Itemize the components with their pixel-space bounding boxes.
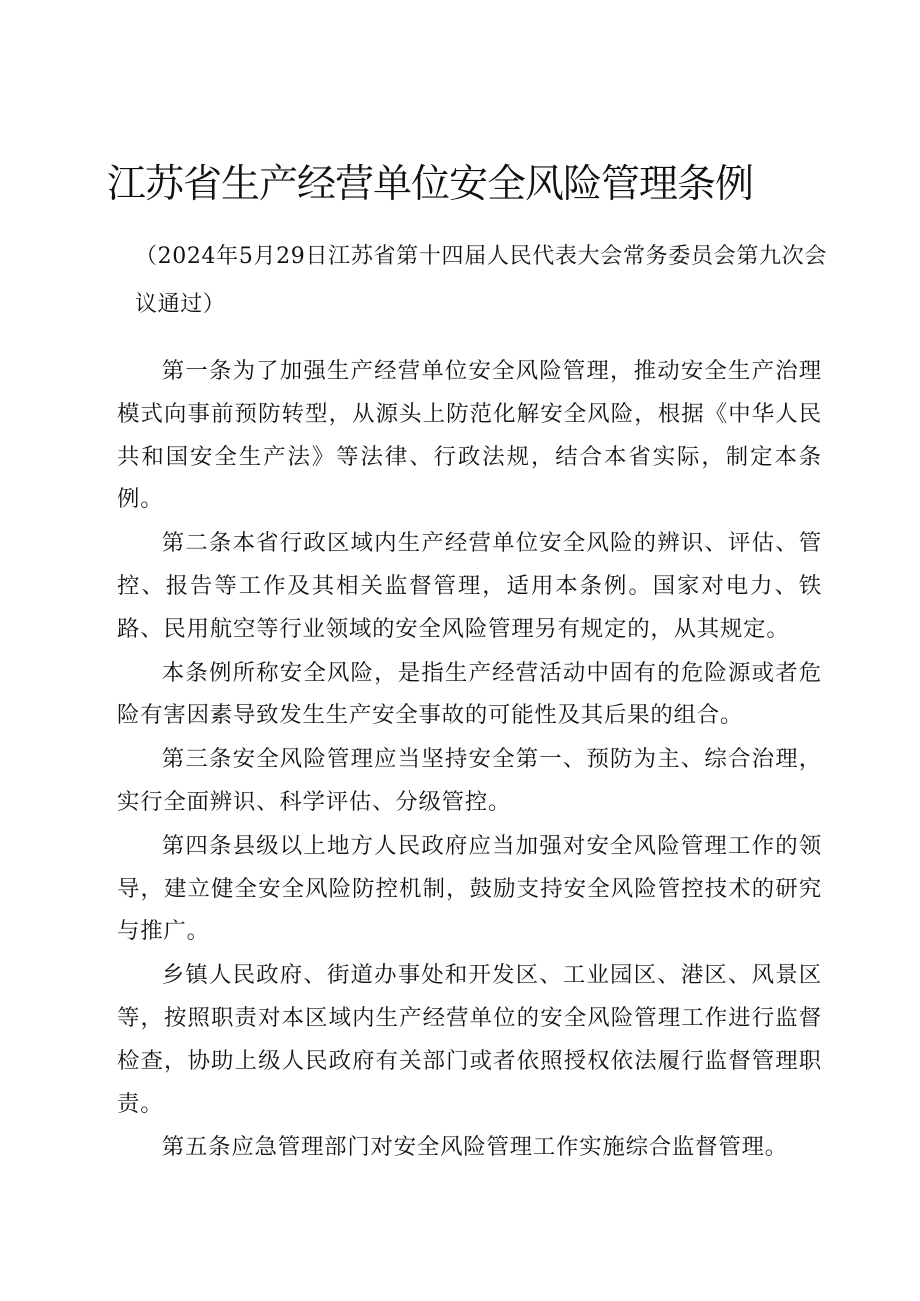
article-1-paragraph: 第一条为了加强生产经营单位安全风险管理，推动安全生产治理模式向事前预防转型，从源头上防范化解安全风险，根据《中华人民共和国安全生产法》等法律、行政法规，结合本省实际，制定本条例。 [117,358,822,513]
article-4-township-paragraph: 乡镇人民政府、街道办事处和开发区、工业园区、港区、风景区等，按照职责对本区域内生产经营单位的安全风险管理工作进行监督检查，协助上级人民政府有关部门或者依照授权依法履行监督管理职责。 [117,962,822,1117]
document-body [117,350,822,1169]
article-2-definition-paragraph: 本条例所称安全风险，是指生产经营活动中固有的危险源或者危险有害因素导致发生生产安全事故的可能性及其后果的组合。 [117,659,822,729]
article-2-paragraph: 第二条本省行政区域内生产经营单位安全风险的辨识、评估、管控、报告等工作及其相关监督管理，适用本条例。国家对电力、铁路、民用航空等行业领域的安全风险管理另有规定的，从其规定。 [117,530,822,642]
article-4-paragraph: 第四条县级以上地方人民政府应当加强对安全风险管理工作的领导，建立健全安全风险防控机制，鼓励支持安全风险管控技术的研究与推广。 [117,832,822,945]
document-title: 江苏省生产经营单位安全风险管理条例 [106,162,753,207]
document-subtitle: （2024年5月29日江苏省第十四届人民代表大会常务委员会第九次会议通过） [135,244,827,317]
article-5-paragraph: 第五条应急管理部门对安全风险管理工作实施综合监督管理。 [161,1134,788,1161]
article-3-paragraph: 第三条安全风险管理应当坚持安全第一、预防为主、综合治理，实行全面辨识、科学评估、分级管控。 [117,746,822,815]
